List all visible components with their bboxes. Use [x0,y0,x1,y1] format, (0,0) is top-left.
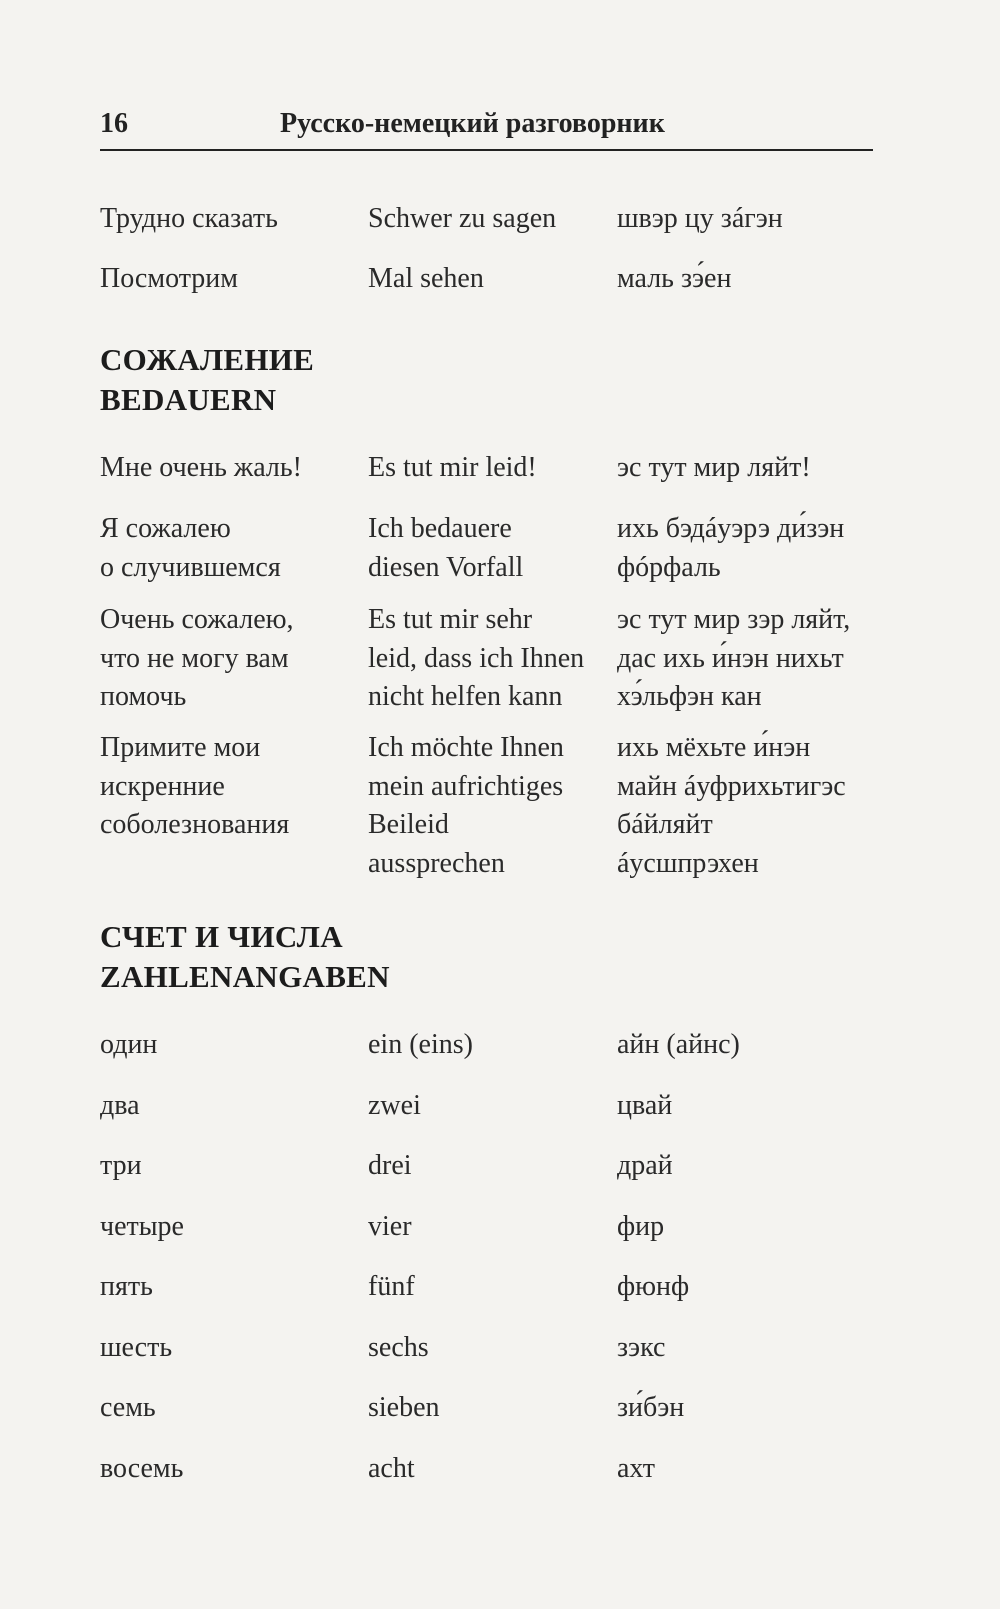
german-phrase: Ich möchte Ihnen mein aufrichtiges Beileid aussprechen [368,732,564,879]
transcription: ихь бэдáуэрэ ди́зэн фóрфаль [617,513,845,583]
russian-phrase: Я сожалею о случившемся [100,513,281,583]
page-number: 16 [100,108,128,139]
transcription: драй [617,1150,673,1181]
german-number: acht [368,1453,415,1484]
russian-number: четыре [100,1211,184,1242]
german-number: drei [368,1150,412,1181]
german-number: sieben [368,1392,440,1423]
russian-phrase: Очень сожалею, что не могу вам помочь [100,604,294,712]
transcription: зи́бэн [617,1392,685,1423]
german-phrase: Es tut mir leid! [368,452,537,483]
section-title-russian: СЧЕТ И ЧИСЛА [100,919,343,954]
german-number: ein (eins) [368,1029,473,1060]
section-heading-regret [100,340,314,420]
russian-number: два [100,1090,140,1121]
german-phrase: Es tut mir sehr leid, dass ich Ihnen nicht helfen kann [368,604,585,712]
transcription: швэр цу зáгэн [617,203,783,234]
german-phrase: Mal sehen [368,263,484,294]
book-title: Русско-немецкий разговорник [280,108,665,139]
transcription: ахт [617,1453,655,1484]
transcription: зэкс [617,1332,666,1363]
german-number: vier [368,1211,412,1242]
transcription: ихь мёхьте и́нэн майн áуфрихьтигэс бáйляйт áусшпрэхен [617,732,846,879]
russian-phrase: Примите мои искренние соболезнования [100,732,290,840]
russian-phrase: Трудно сказать [100,203,278,234]
section-title-german: ZAHLENANGABEN [100,959,390,994]
russian-number: один [100,1029,158,1060]
german-number: fünf [368,1271,415,1302]
russian-number: семь [100,1392,156,1423]
transcription: маль зэ́ен [617,263,732,294]
transcription: цвай [617,1090,673,1121]
page-header [100,103,873,151]
transcription: айн (айнс) [617,1029,740,1060]
russian-number: восемь [100,1453,184,1484]
german-number: zwei [368,1090,421,1121]
russian-phrase: Мне очень жаль! [100,452,302,483]
german-number: sechs [368,1332,429,1363]
russian-number: три [100,1150,142,1181]
russian-number: пять [100,1271,153,1302]
transcription: фир [617,1211,665,1242]
transcription: эс тут мир ляйт! [617,452,811,483]
german-phrase: Schwer zu sagen [368,203,557,234]
russian-phrase: Посмотрим [100,263,238,294]
transcription: эс тут мир зэр ляйт, дас ихь и́нэн нихьт хэ́льфэн кан [617,604,851,712]
section-title-russian: СОЖАЛЕНИЕ [100,342,315,377]
section-heading-numbers [100,917,390,997]
russian-number: шесть [100,1332,173,1363]
section-title-german: BEDAUERN [100,382,277,417]
transcription: фюнф [617,1271,690,1302]
german-phrase: Ich bedauere diesen Vorfall [368,513,524,583]
